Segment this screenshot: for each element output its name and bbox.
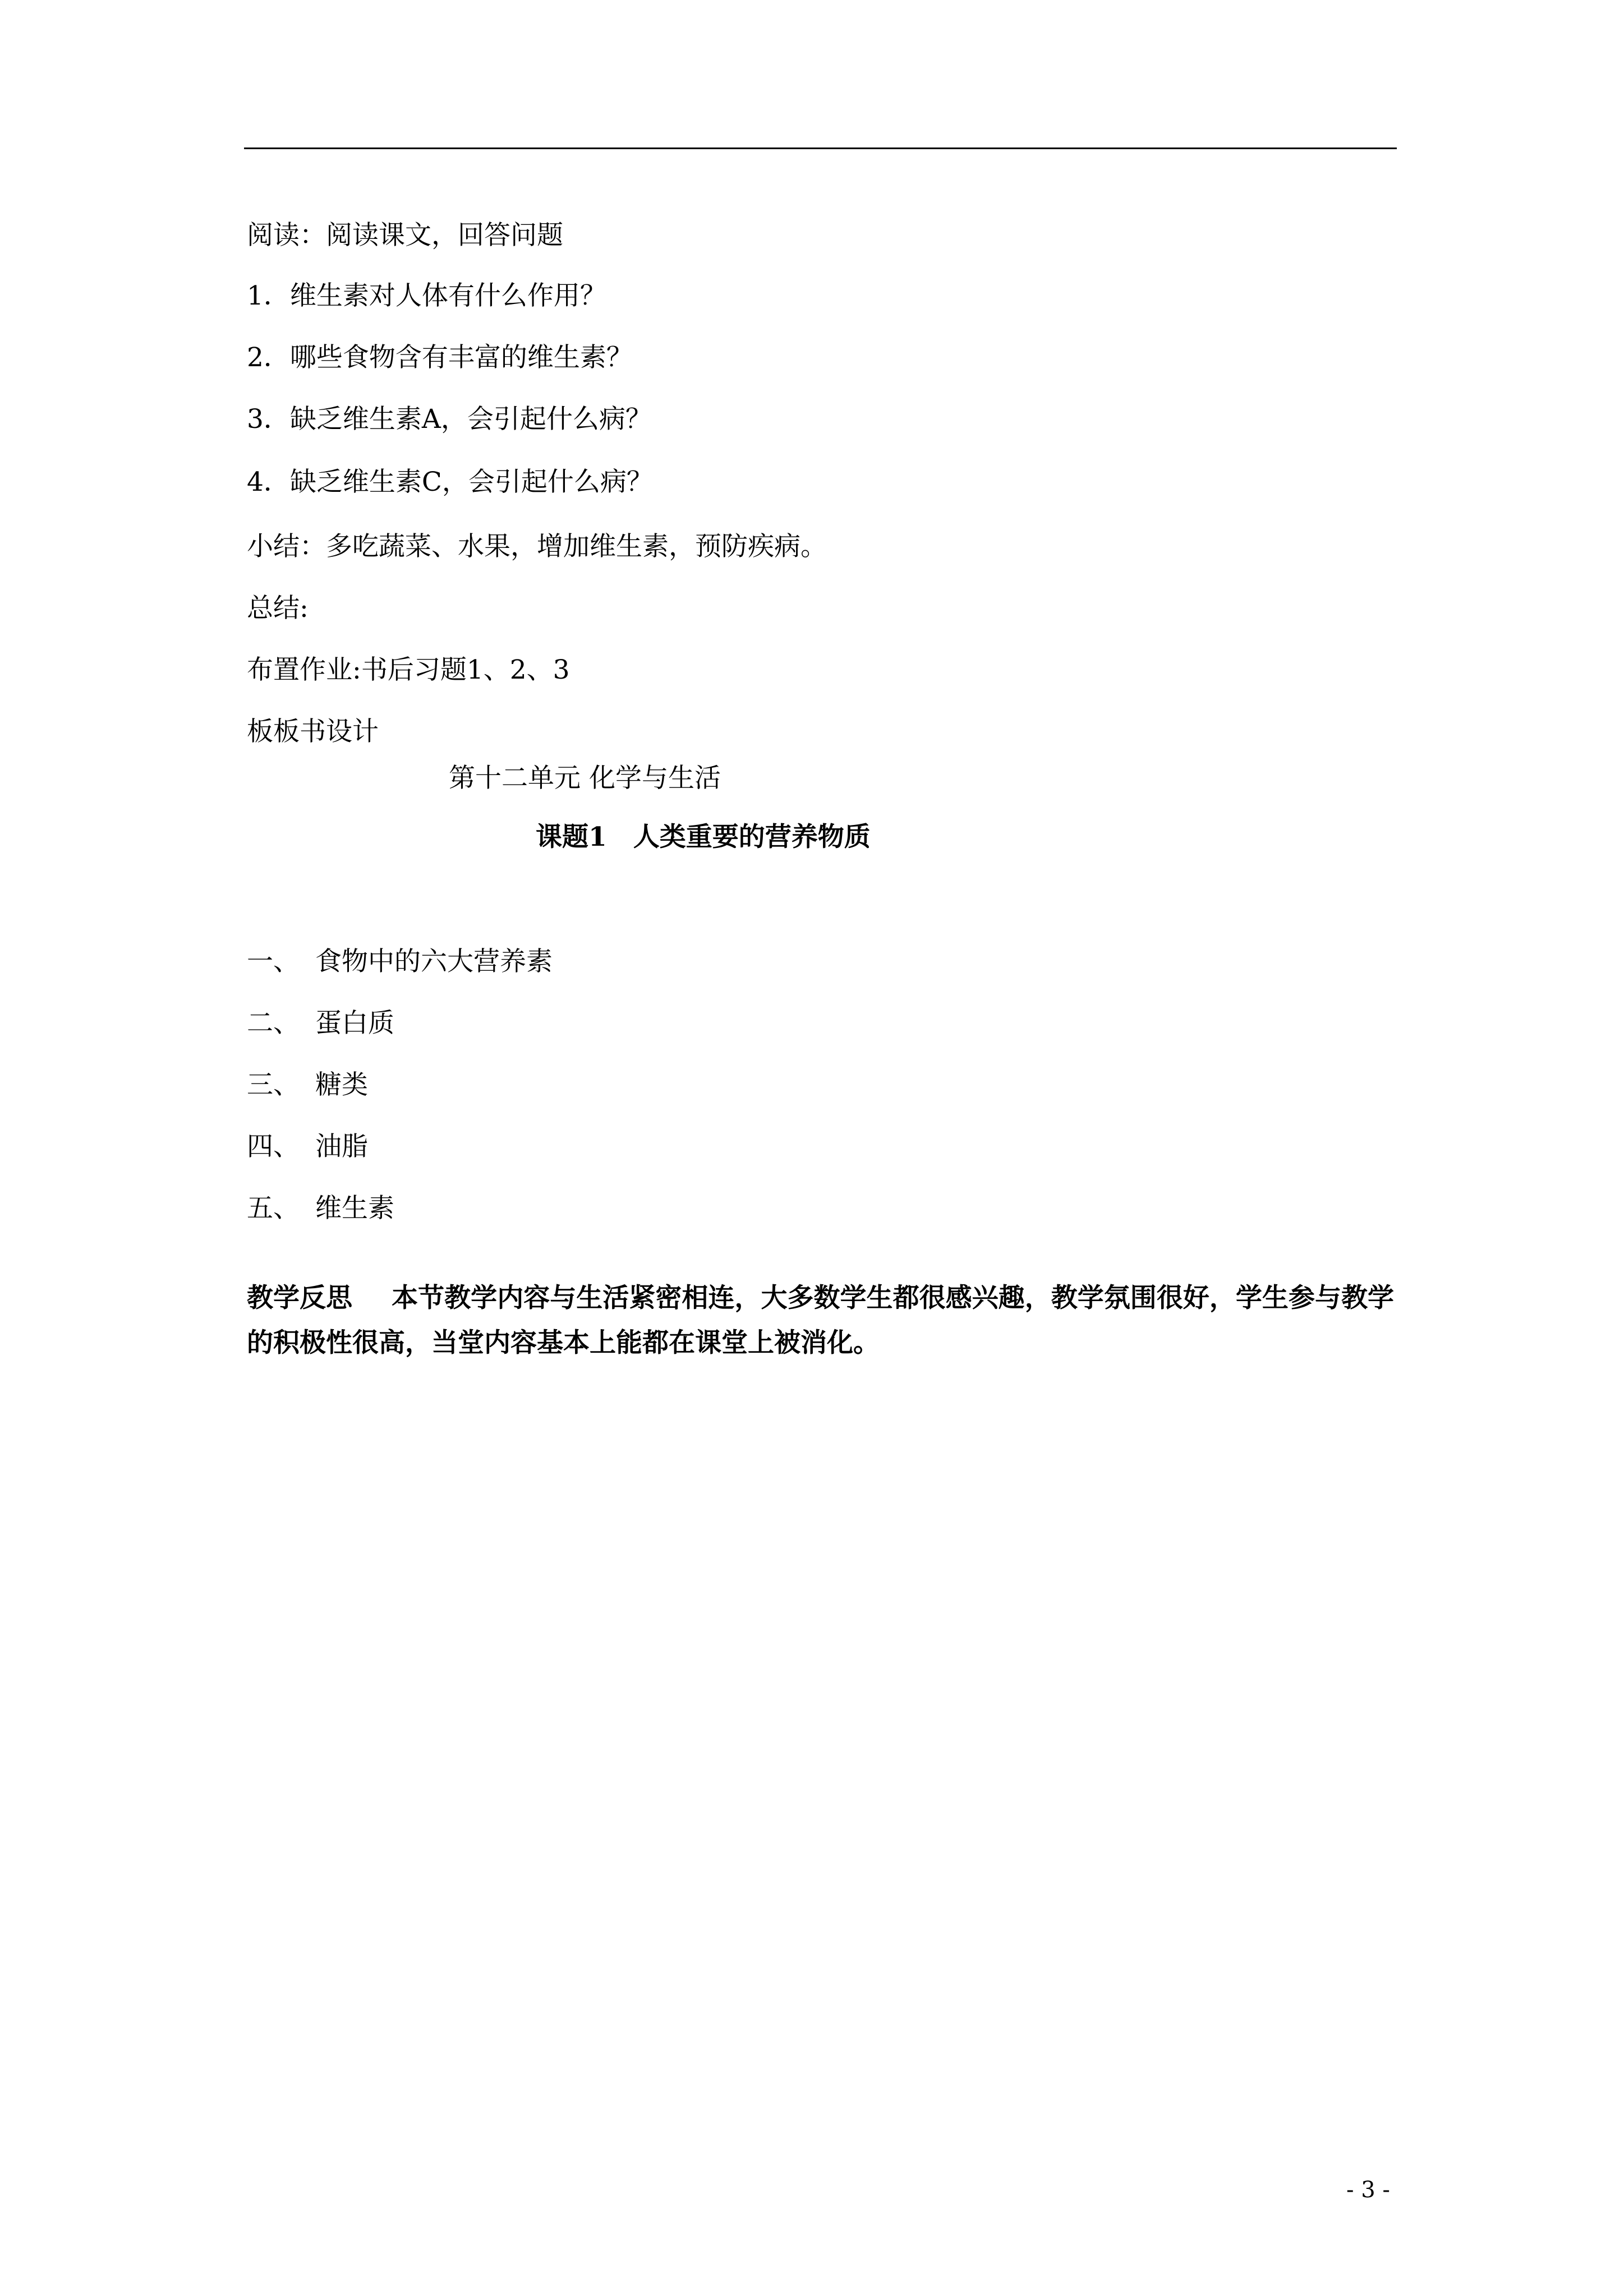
unit-title: 第十二单元 化学与生活 [449, 763, 721, 794]
outline-number: 三、 [247, 1069, 300, 1100]
reflection-label: 教学反思 [247, 1283, 353, 1313]
outline-text: 油脂 [315, 1131, 368, 1162]
outline-text: 维生素 [315, 1193, 394, 1224]
outline-text: 糖类 [315, 1069, 368, 1100]
question-3: 3．缺乏维生素A，会引起什么病？ [247, 404, 652, 435]
outline-item [247, 1007, 394, 1040]
summary: 小结：多吃蔬菜、水果，增加维生素，预防疾病。 [247, 531, 827, 562]
reflection-text: 本节教学内容与生活紧密相连，大多数学生都很感兴趣，教学氛围很好，学生参与教学的积极性很高，当堂内容基本上能都在课堂上被消化。 [247, 1283, 1395, 1358]
question-2: 2．哪些食物含有丰富的维生素？ [247, 342, 633, 373]
page-number: - 3 - [1346, 2177, 1390, 2203]
lesson-title: 课题1 人类重要的营养物质 [536, 822, 871, 852]
board-design-label: 板板书设计 [247, 716, 379, 747]
homework: 布置作业:书后习题1、2、3 [247, 654, 570, 685]
outline-item [247, 1068, 368, 1102]
outline-text: 蛋白质 [315, 1008, 394, 1039]
question-4: 4．缺乏维生素C，会引起什么病？ [247, 467, 653, 497]
question-1: 1．维生素对人体有什么作用？ [247, 280, 606, 311]
header-rule [244, 147, 1397, 149]
outline-number: 一、 [247, 946, 300, 977]
conclusion-label: 总结: [247, 593, 309, 624]
outline-item [247, 1130, 368, 1164]
outline-item [247, 945, 553, 979]
outline-number: 二、 [247, 1008, 300, 1039]
outline-number: 五、 [247, 1193, 300, 1224]
outline-text: 食物中的六大营养素 [315, 946, 553, 977]
reading-intro: 阅读：阅读课文，回答问题 [247, 220, 563, 251]
outline-number: 四、 [247, 1131, 300, 1162]
teaching-reflection [247, 1276, 1394, 1366]
outline-item [247, 1192, 394, 1225]
